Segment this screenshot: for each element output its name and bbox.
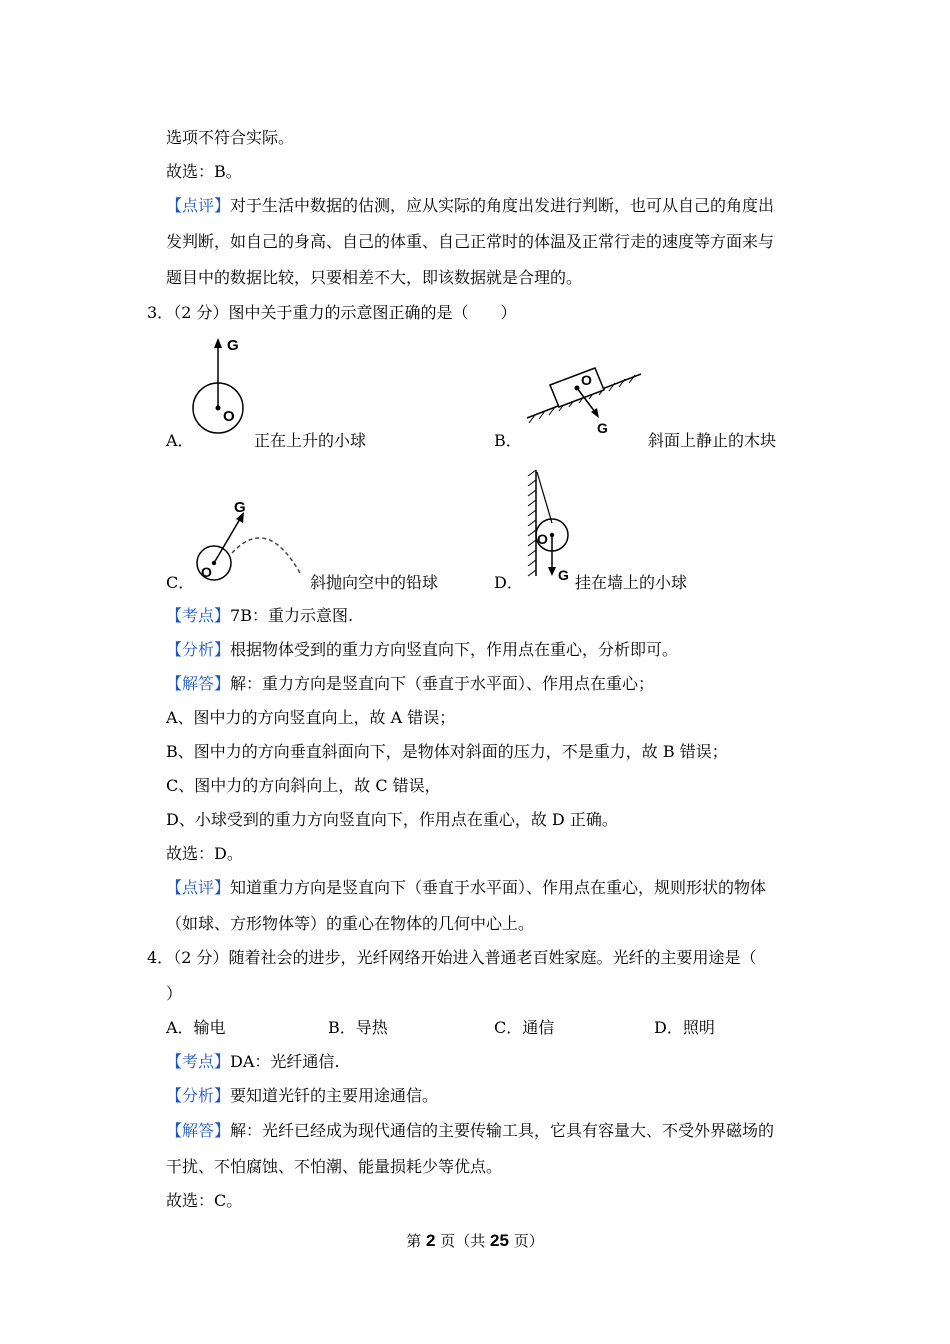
q3-jieda — [166, 674, 654, 694]
q4-number: 4． — [147, 948, 174, 967]
q3-sol-c: C、图中力的方向斜向上，故 C 错误， — [166, 776, 441, 795]
footer-pre: 第 — [406, 1232, 427, 1250]
fenxi-text: 根据物体受到的重力方向竖直向下，作用点在重心，分析即可。 — [230, 640, 679, 659]
jieda-text: 解：光纤已经成为现代通信的主要传输工具，它具有容量大、不受外界磁场的 — [230, 1121, 775, 1140]
footer-post: 页） — [508, 1232, 544, 1250]
q3-dianping — [166, 878, 766, 898]
prev-line: 选项不符合实际。 — [166, 128, 295, 147]
option-c-caption: 斜抛向空中的铅球 — [310, 573, 439, 592]
q3-fenxi — [166, 640, 678, 660]
kaodian-text: DA：光纤通信. — [230, 1052, 340, 1071]
q4-fenxi — [166, 1086, 438, 1106]
prev-comment-line3: 题目中的数据比较，只要相差不大，即该数据就是合理的。 — [166, 268, 583, 287]
dianping-text: 知道重力方向是竖直向下（垂直于水平面）、作用点在重心，规则形状的物体 — [230, 878, 767, 897]
prev-answer: 故选：B。 — [166, 162, 242, 181]
footer-mid: 页（共 — [435, 1232, 491, 1250]
q3-kaodian — [166, 606, 353, 626]
q4-option-d: D．照明 — [654, 1018, 715, 1037]
fig-b-o-label: O — [581, 372, 592, 388]
option-a: A． — [166, 431, 194, 450]
jieda-text: 解：重力方向是竖直向下（垂直于水平面）、作用点在重心； — [230, 674, 655, 693]
q3-sol-a: A、图中力的方向竖直向上，故 A 错误； — [166, 708, 456, 727]
figure-a — [190, 330, 260, 440]
q4-answer: 故选：C。 — [166, 1191, 243, 1210]
fig-a-o-label: O — [223, 408, 235, 425]
q4-stem — [147, 948, 756, 968]
q4-stem-line2: ） — [166, 984, 183, 1003]
kaodian-text: 7B：重力示意图. — [230, 606, 354, 625]
jieda-tag: 【解答】 — [166, 1121, 231, 1140]
q3-sol-d: D、小球受到的重力方向竖直向下，作用点在重心，故 D 正确。 — [166, 810, 618, 829]
option-c: C． — [166, 573, 195, 592]
option-b: B． — [494, 431, 522, 450]
q3-stem-text: （2 分）图中关于重力的示意图正确的是（ ） — [173, 303, 517, 322]
option-d-caption: 挂在墙上的小球 — [575, 573, 688, 592]
fig-c-g-label: G — [234, 499, 246, 516]
prev-comment — [166, 196, 774, 216]
comment-text: 对于生活中数据的估测，应从实际的角度出发进行判断，也可从自己的角度出 — [230, 196, 775, 215]
option-d: D． — [494, 573, 523, 592]
comment-tag: 【点评】 — [166, 196, 231, 215]
page-number: 2 — [426, 1231, 436, 1250]
q3-answer: 故选：D。 — [166, 844, 243, 863]
page-total: 25 — [490, 1231, 509, 1250]
option-a-caption: 正在上升的小球 — [254, 431, 367, 450]
q4-jieda-line2: 干扰、不怕腐蚀、不怕潮、能量损耗少等优点。 — [166, 1157, 503, 1176]
fenxi-tag: 【分析】 — [166, 640, 231, 659]
q4-option-c: C．通信 — [494, 1018, 555, 1037]
page-footer — [0, 1230, 950, 1251]
kaodian-tag: 【考点】 — [166, 606, 231, 625]
q4-stem-text: （2 分）随着社会的进步，光纤网络开始进入普通老百姓家庭。光纤的主要用途是（ — [173, 948, 757, 967]
option-b-caption: 斜面上静止的木块 — [648, 431, 777, 450]
fig-d-g-label: G — [558, 567, 569, 583]
fig-c-o-label: O — [201, 564, 212, 580]
q4-option-b: B．导热 — [328, 1018, 388, 1037]
fenxi-tag: 【分析】 — [166, 1086, 231, 1105]
q4-jieda — [166, 1121, 774, 1141]
fig-a-g-label: G — [227, 337, 239, 354]
dianping-tag: 【点评】 — [166, 878, 231, 897]
q3-stem — [147, 303, 516, 323]
prev-comment-line2: 发判断，如自己的身高、自己的体重、自己正常时的体温及正常行走的速度等方面来与 — [166, 232, 775, 251]
q3-number: 3． — [147, 303, 174, 322]
q3-sol-b: B、图中力的方向垂直斜面向下，是物体对斜面的压力，不是重力，故 B 错误； — [166, 742, 728, 761]
jieda-tag: 【解答】 — [166, 674, 231, 693]
fenxi-text: 要知道光钎的主要用途通信。 — [230, 1086, 439, 1105]
kaodian-tag: 【考点】 — [166, 1052, 231, 1071]
q3-dianping-line2: （如球、方形物体等）的重心在物体的几何中心上。 — [166, 914, 535, 933]
figure-c — [192, 495, 317, 590]
figure-d — [522, 468, 582, 583]
fig-d-o-label: O — [537, 531, 548, 547]
q4-option-a: A．输电 — [166, 1018, 226, 1037]
figure-b — [525, 360, 645, 440]
q4-kaodian — [166, 1052, 340, 1072]
fig-b-g-label: G — [597, 420, 608, 436]
